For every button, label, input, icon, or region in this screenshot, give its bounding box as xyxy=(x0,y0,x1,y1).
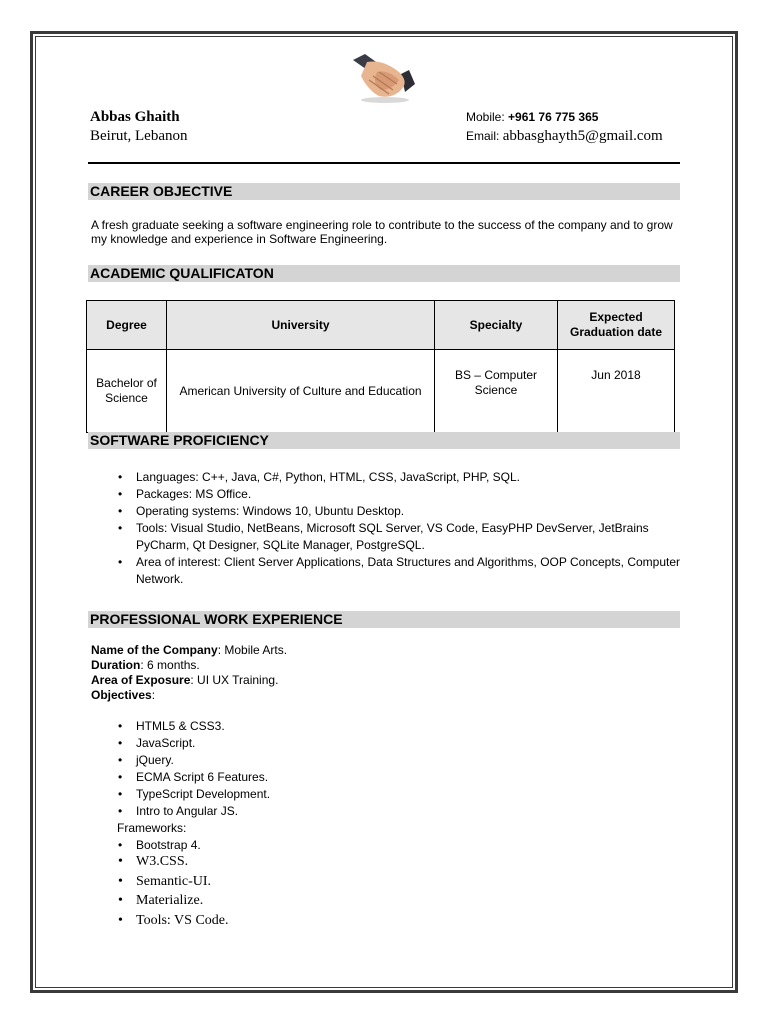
column-header-university: University xyxy=(167,301,435,350)
contact-right xyxy=(466,108,663,146)
cell-graduation: Jun 2018 xyxy=(558,350,675,433)
duration-label: Duration xyxy=(91,658,141,672)
list-item: • Languages: C++, Java, C#, Python, HTML, CSS, JavaScript, PHP, SQL. xyxy=(118,469,683,486)
company-line xyxy=(91,643,287,658)
company-label: Name of the Company xyxy=(91,643,218,657)
objectives-list xyxy=(118,718,270,820)
duration-value: : 6 months. xyxy=(140,658,200,672)
frameworks-label: Frameworks: xyxy=(117,821,187,835)
list-item: • Materialize. xyxy=(118,891,229,911)
objectives-colon: : xyxy=(151,688,156,702)
list-item: • Area of interest: Client Server Applications, Data Structures and Algorithms, OOP Concepts, Computer Network. xyxy=(118,554,683,588)
list-item: • Operating systems: Windows 10, Ubuntu Desktop. xyxy=(118,503,683,520)
frameworks-serif-list xyxy=(118,852,229,930)
mobile-line xyxy=(466,108,663,127)
list-item: • Bootstrap 4. xyxy=(118,837,201,854)
list-item: • W3.CSS. xyxy=(118,852,229,872)
list-item: • TypeScript Development. xyxy=(118,786,270,803)
candidate-location: Beirut, Lebanon xyxy=(90,128,188,144)
list-item: • Tools: VS Code. xyxy=(118,911,229,931)
list-item: • ECMA Script 6 Features. xyxy=(118,769,270,786)
cell-university: American University of Culture and Education xyxy=(167,350,435,433)
mobile-label: Mobile: xyxy=(466,110,509,124)
section-heading-career: CAREER OBJECTIVE xyxy=(88,183,680,200)
section-heading-experience: PROFESSIONAL WORK EXPERIENCE xyxy=(88,611,680,628)
candidate-name: Abbas Ghaith xyxy=(90,109,180,125)
career-objective-text: A fresh graduate seeking a software engineering role to contribute to the success of the company and to grow my knowledge and experience in Software Engineering. xyxy=(91,218,673,246)
cell-specialty: BS – Computer Science xyxy=(435,350,558,433)
column-header-specialty: Specialty xyxy=(435,301,558,350)
duration-line xyxy=(91,658,287,673)
section-heading-software: SOFTWARE PROFICIENCY xyxy=(88,432,680,449)
list-item: • Packages: MS Office. xyxy=(118,486,683,503)
email-value: abbasghayth5@gmail.com xyxy=(502,128,663,144)
experience-details xyxy=(91,643,287,703)
list-item: • JavaScript. xyxy=(118,735,270,752)
column-header-graduation: Expected Graduation date xyxy=(558,301,675,350)
contact-left xyxy=(90,108,187,146)
mobile-value: +961 76 775 365 xyxy=(508,110,599,124)
list-item: • HTML5 & CSS3. xyxy=(118,718,270,735)
table-row xyxy=(87,350,675,433)
email-line xyxy=(466,127,663,146)
list-item: • Semantic-UI. xyxy=(118,872,229,892)
email-label: Email: xyxy=(466,129,503,143)
software-list xyxy=(118,469,683,588)
table-header-row xyxy=(87,301,675,350)
academic-table xyxy=(86,300,675,433)
exposure-value: : UI UX Training. xyxy=(190,673,279,687)
list-item: • jQuery. xyxy=(118,752,270,769)
handshake-icon xyxy=(349,50,419,106)
list-item: • Intro to Angular JS. xyxy=(118,803,270,820)
header-divider xyxy=(88,162,680,164)
exposure-label: Area of Exposure xyxy=(91,673,191,687)
cell-degree: Bachelor of Science xyxy=(87,350,167,433)
column-header-degree: Degree xyxy=(87,301,167,350)
objectives-label: Objectives xyxy=(91,688,152,702)
exposure-line xyxy=(91,673,287,688)
section-heading-academic: ACADEMIC QUALIFICATON xyxy=(88,265,680,282)
objectives-line xyxy=(91,688,287,703)
company-value: : Mobile Arts. xyxy=(217,643,288,657)
list-item: • Tools: Visual Studio, NetBeans, Microsoft SQL Server, VS Code, EasyPHP DevServer, JetBrains PyCharm, Qt Designer, SQLite Manager, PostgreSQL. xyxy=(118,520,683,554)
